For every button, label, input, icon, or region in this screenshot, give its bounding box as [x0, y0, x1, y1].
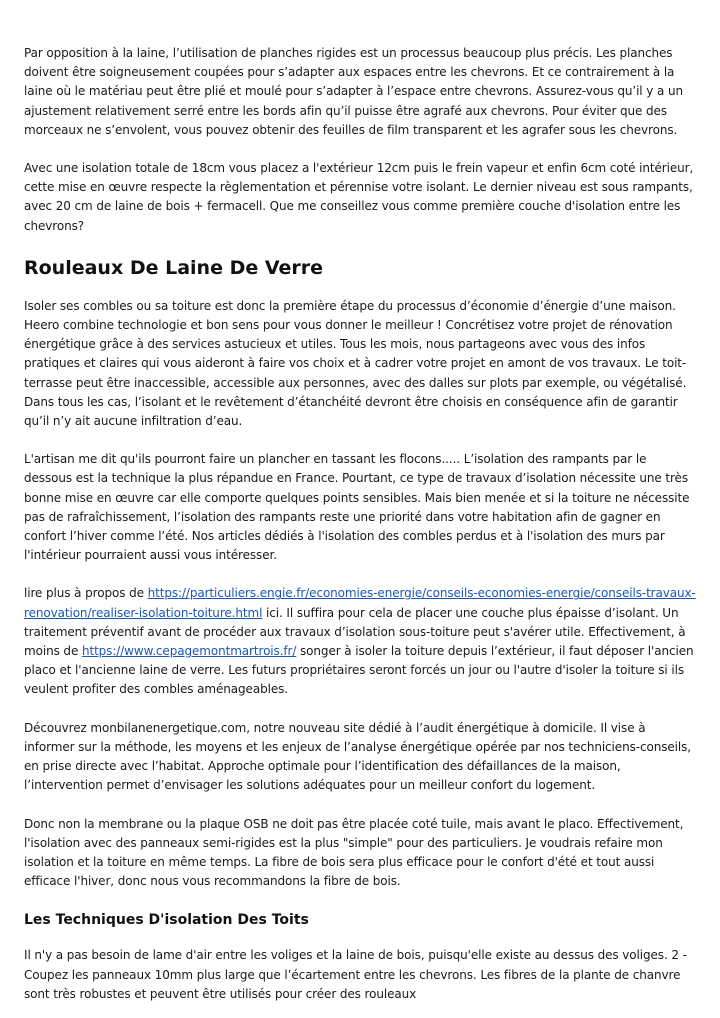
- heading-techniques: Les Techniques D'isolation Des Toits: [24, 912, 309, 929]
- text-after-link2: songer à isoler la toiture depuis l’extérieur, il faut déposer l'ancien placo et l'ancienne laine de verre. Les futurs propriétaires seront forcés un jour ou l'autre d'isoler la toiture si ils veulent profiter des combles aménageables.: [24, 644, 694, 697]
- paragraph-decouvrez: Découvrez monbilanenergetique.com, notre nouveau site dédié à l’audit énergétique à domicile. Il vise à informer sur la méthode, les moyens et les enjeux de l’analyse énergétique opérée par nos techniciens-conseils, en prise directe avec l’habitat. Approche optimale pour l’identification des défaillances de la maison, l’intervention permet d’envisager les solutions adéquates pour un meilleur confort du logement.: [24, 720, 691, 793]
- paragraph-total-insulation: Avec une isolation totale de 18cm vous placez a l'extérieur 12cm puis le frein vapeur et enfin 6cm coté intérieur, cette mise en œuvre respecte la règlementation et pérennise votre isolant. Le dernier niveau est sous rampants, avec 20 cm de laine de bois + fermacell. Que me conseillez vous comme première couche d'isolation entre les chevrons?: [24, 161, 694, 233]
- engie-link[interactable]: https://particuliers.engie.fr/economies-energie/conseils-economies-energie/conseils-travaux-renovation/realiser-isolation-toiture.html: [24, 586, 696, 620]
- heading-rouleaux: Rouleaux De Laine De Verre: [24, 256, 324, 279]
- paragraph-lire-plus: [24, 584, 696, 699]
- paragraph-artisan: L'artisan me dit qu'ils pourront faire un plancher en tassant les flocons..... L’isolation des rampants par le dessous est la technique la plus répandue en France. Pourtant, ce type de travaux d’isolation nécessite une très bonne mise en œuvre car elle comporte quelques points sensibles. Mais bien menée et si la toiture ne nécessite pas de rafraîchissement, l’isolation des rampants reste une priorité dans votre habitation afin de gagner en confort l’hiver comme l’été. Nos articles dédiés à l'isolation des combles perdus et à l'isolation des murs par l'intérieur pourraient aussi vous intéresser.: [24, 452, 690, 563]
- paragraph-isoler-combles: Isoler ses combles ou sa toiture est donc la première étape du processus d’économie d’énergie d’une maison. Heero combine technologie et bon sens pour vous donner le meilleur ! Concrétisez votre projet de rénovation énergétique grâce à des services astucieux et utiles. Tous les mois, nous partageons avec vous des infos pratiques et claires qui vous aideront à faire vos choix et à cadrer votre projet en amont de vos travaux. Le toit-terrasse peut être inaccessible, accessible aux personnes, avec des dalles sur plots par exemple, ou végétalisé. Dans tous les cas, l’isolant et le revêtement d’étanchéité devront être choisis en conséquence afin de garantir qu’il n’y ait aucune infiltration d’eau.: [24, 298, 687, 429]
- paragraph-voliges: Il n'y a pas besoin de lame d'air entre les voliges et la laine de bois, puisqu'elle existe au dessus des voliges. 2 - Coupez les panneaux 10mm plus large que l’écartement entre les chevrons. Les fibres de la plante de chanvre sont très robustes et peuvent être utilisés pour créer des rouleaux: [24, 948, 687, 1001]
- cepage-link[interactable]: https://www.cepagemontmartrois.fr/: [81, 644, 297, 659]
- text-between-links: ici. Il suffira pour cela de placer une couche plus épaisse d’isolant. Un traitement préventif avant de procéder aux travaux d’isolation sous-toiture peut s'avérer utile. Effectivement, à moins de: [24, 605, 686, 659]
- paragraph-membrane: Donc non la membrane ou la plaque OSB ne doit pas être placée coté tuile, mais avant le placo. Effectivement, l'isolation avec des panneaux semi-rigides est la plus "simple" pour des particuliers. Je voudrais refaire mon isolation et la toiture en même temps. La fibre de bois sera plus efficace pour le confort d'été et tout aussi efficace l'hiver, donc nous vous recommandons la fibre de bois.: [24, 816, 684, 889]
- paragraph-rigid-boards: Par opposition à la laine, l’utilisation de planches rigides est un processus beaucoup plus précis. Les planches doivent être soigneusement coupées pour s’adapter aux espaces entre les chevrons. Et ce contrairement à la laine où le matériau peut être plié et moulé pour s’adapter à l’espace entre chevrons. Assurez-vous qu’il y a un ajustement relativement serré entre les bords afin qu’il puisse être agrafé aux chevrons. Pour éviter que des morceaux ne s’envolent, vous pouvez obtenir des feuilles de film transparent et les agrafer sous les chevrons.: [24, 46, 683, 137]
- text-before-link1: lire plus à propos de: [24, 586, 148, 601]
